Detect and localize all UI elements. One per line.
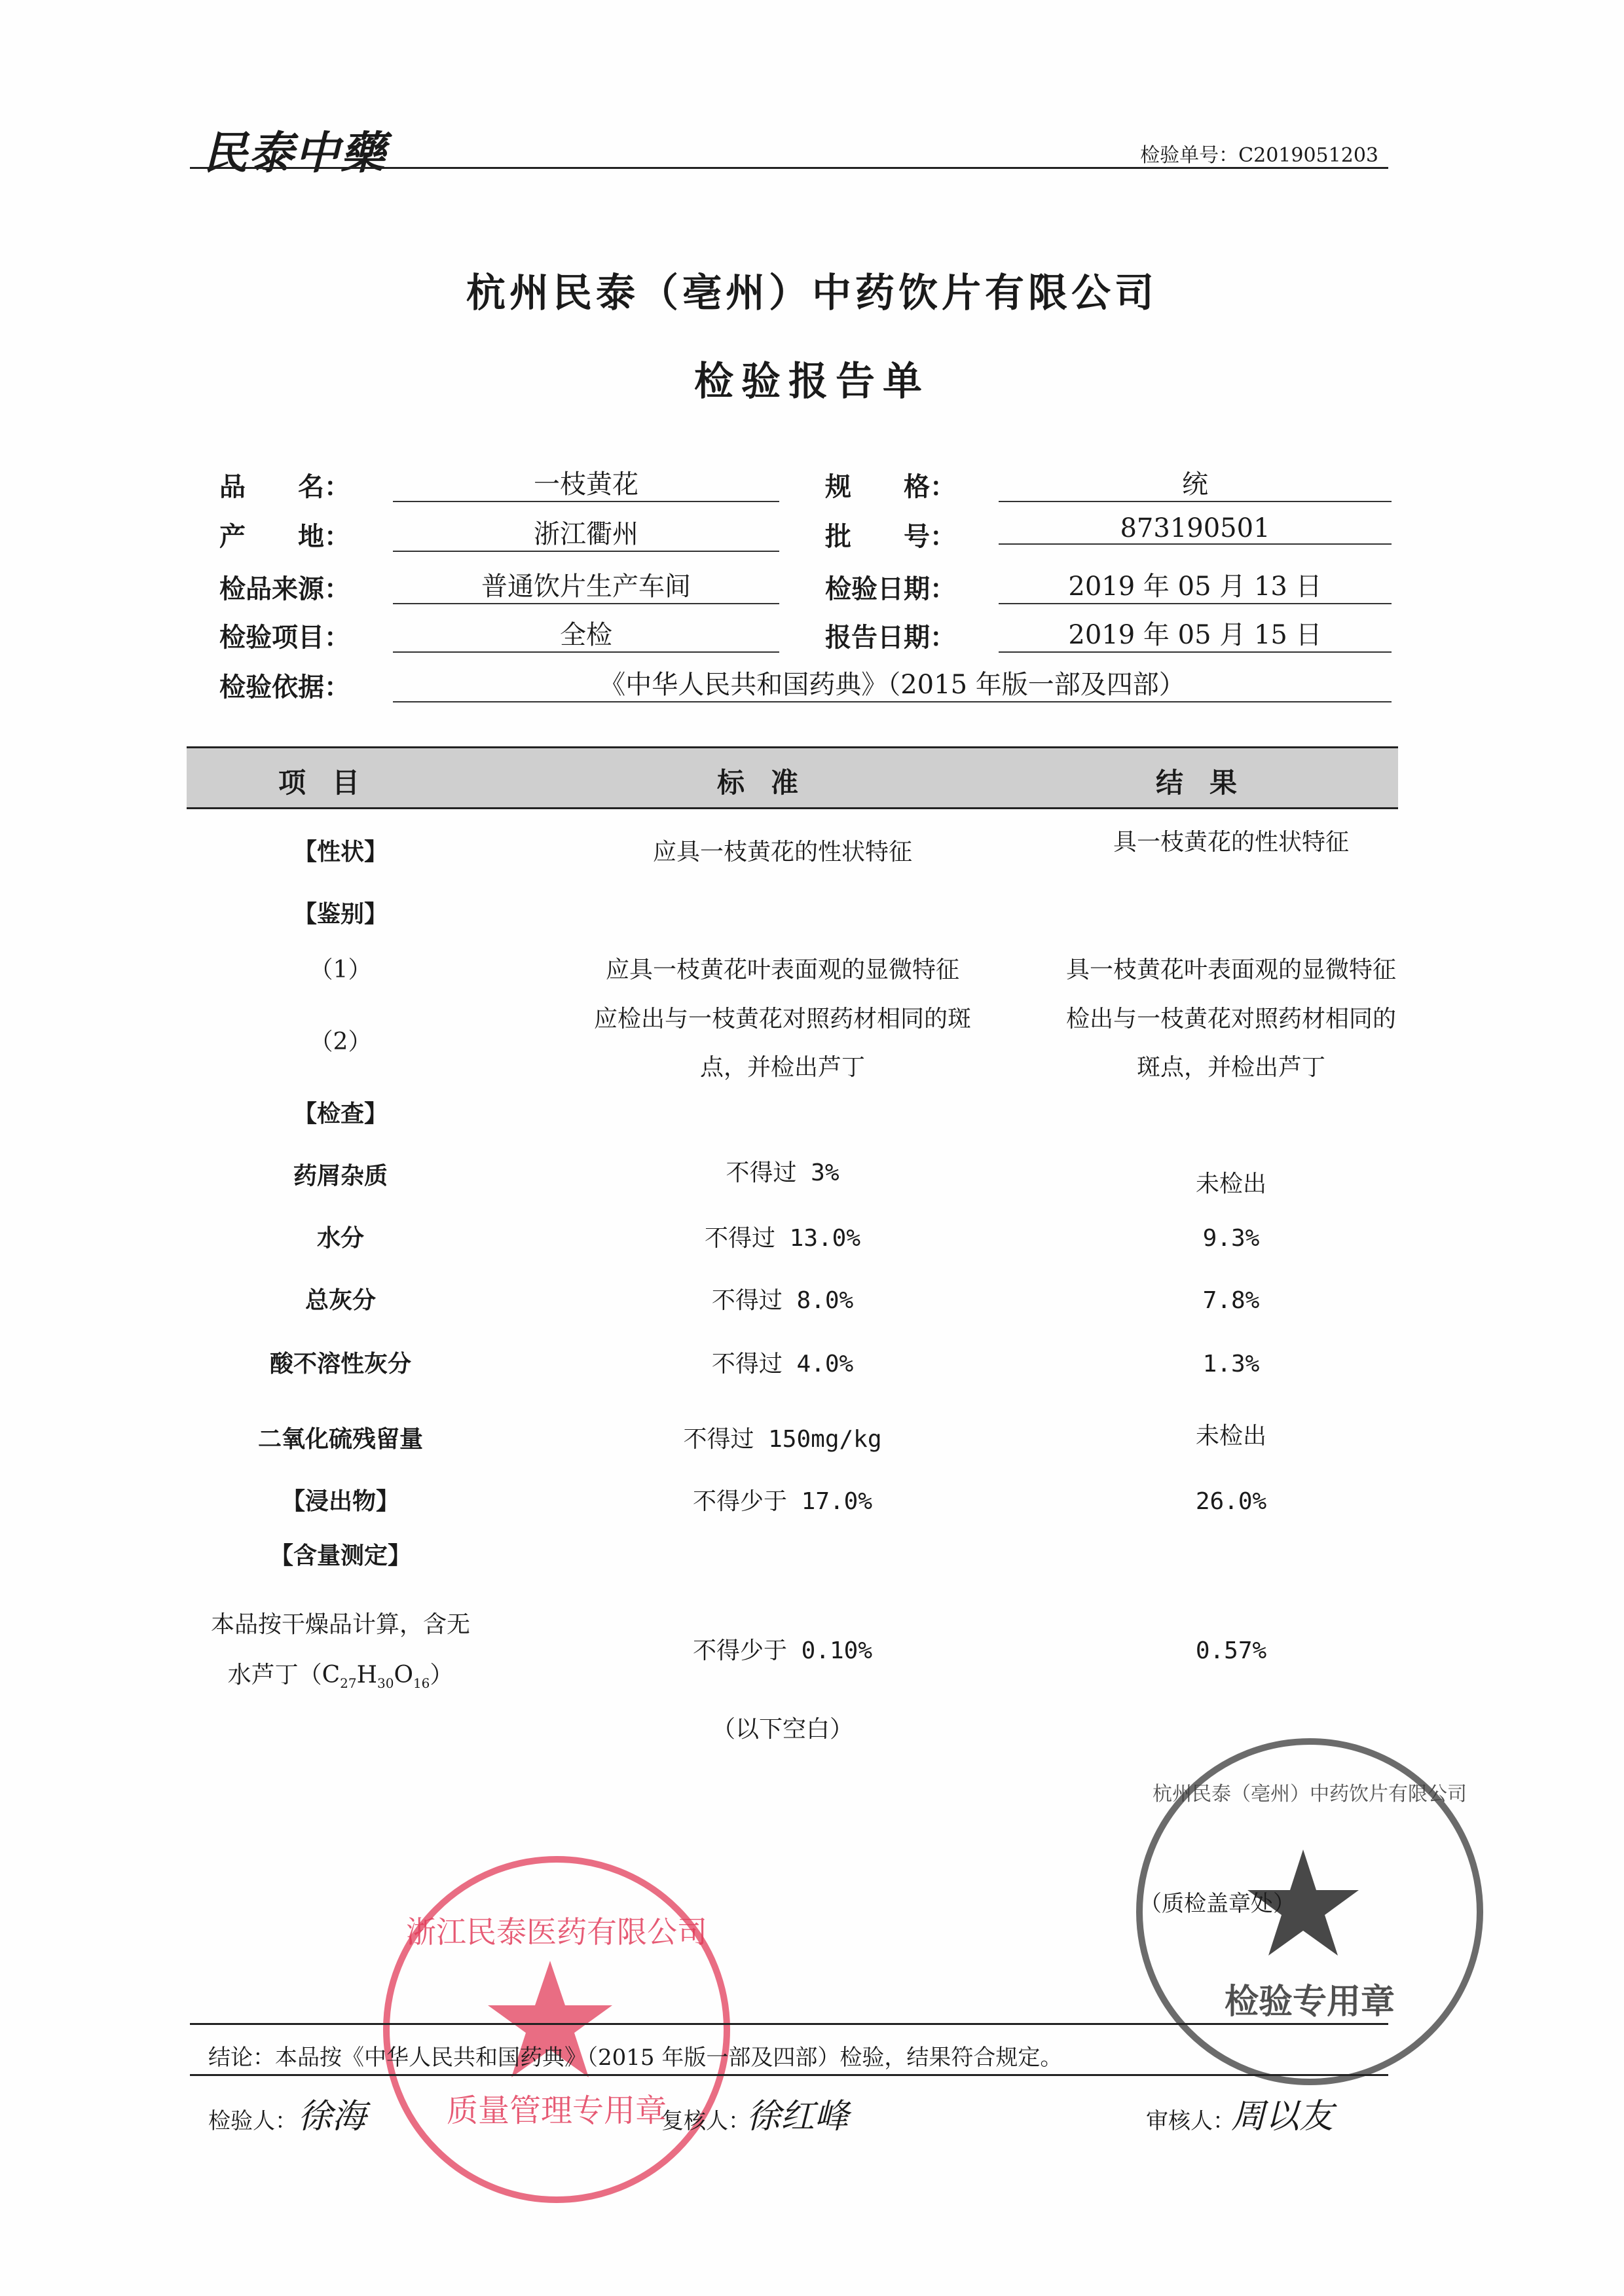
red-seal-text: 浙江民泰医药有限公司 [406, 1914, 707, 1950]
item-label: 检验项目： [219, 623, 350, 653]
row-item: 酸不溶性灰分 [269, 1351, 411, 1377]
row-item-formula: 水芦丁$(C_{27}H_{30}O_{16})$ [227, 1662, 454, 1692]
test-date-value: 2019 年 05 月 13 日 [999, 566, 1392, 604]
row-result: 未检出 [1195, 1423, 1266, 1449]
row-item: 【鉴别】 [293, 901, 388, 928]
row-result: 9.3% [1202, 1225, 1260, 1252]
row-item: 二氧化硫残留量 [257, 1426, 423, 1453]
row-item: 【浸出物】 [281, 1488, 399, 1515]
stamp-note: （质检盖章处） [1139, 1891, 1295, 1917]
header-divider [190, 167, 1388, 169]
row-result: 0.57% [1195, 1637, 1267, 1664]
reviewer-label: 复核人： [661, 2108, 750, 2134]
row-item: 药屑杂质 [293, 1163, 388, 1190]
row-result: 7.8% [1202, 1287, 1260, 1314]
spec-label: 规 格： [825, 472, 956, 502]
header-result: 结果 [1156, 767, 1264, 799]
inspector-label: 检验人： [208, 2108, 297, 2134]
row-standard: 不得过 13.0% [704, 1225, 861, 1252]
company-name: 杭州民泰（亳州）中药饮片有限公司 [466, 270, 1158, 316]
header-item: 项目 [278, 767, 386, 799]
gray-seal-bottom: 检验专用章 [1224, 1982, 1395, 2022]
company-logo: 民泰中藥 [203, 127, 387, 179]
row-standard: 不得少于 0.10% [692, 1637, 873, 1664]
conclusion: 结论：本品按《中华人民共和国药典》（2015 年版一部及四部）检验，结果符合规定。 [208, 2045, 1063, 2071]
origin-value: 浙江衢州 [393, 513, 779, 552]
origin-label: 产 地： [219, 522, 350, 552]
row-item: 【含量测定】 [269, 1542, 411, 1569]
source-value: 普通饮片生产车间 [393, 566, 779, 604]
row-result: 具一枝黄花的性状特征 [1113, 829, 1349, 856]
row-result: 1.3% [1202, 1351, 1260, 1377]
report-date-label: 报告日期： [825, 623, 956, 653]
table-header [187, 746, 1398, 809]
row-standard-cont: 点，并检出芦丁 [699, 1054, 865, 1081]
reviewer-signature: 徐红峰 [747, 2097, 849, 2136]
row-item: 【性状】 [293, 839, 388, 866]
batch-label: 批 号： [825, 522, 956, 552]
row-result: 具一枝黄花叶表面观的显微特征 [1065, 957, 1396, 983]
test-date-label: 检验日期： [825, 574, 956, 604]
row-standard: 不得过 4.0% [711, 1351, 854, 1377]
batch-value: 873190501 [999, 513, 1392, 545]
row-standard: 应具一枝黄花的性状特征 [652, 839, 912, 866]
row-standard: 不得过 8.0% [711, 1287, 854, 1314]
name-label: 品 名： [219, 472, 350, 502]
document-title: 检验报告单 [694, 359, 930, 405]
row-standard: 应具一枝黄花叶表面观的显微特征 [605, 957, 959, 983]
gray-seal-text: 杭州民泰（亳州）中药饮片有限公司 [1153, 1783, 1467, 1806]
row-item: （2） [309, 1029, 372, 1055]
report-number: 检验单号：C2019051203 [1140, 144, 1378, 167]
row-item: 水分 [316, 1225, 364, 1252]
footer-divider [190, 2023, 1388, 2025]
footer-divider [190, 2074, 1388, 2076]
red-company-seal [383, 1856, 730, 2203]
row-item: 【检查】 [293, 1101, 388, 1127]
basis-value: 《中华人民共和国药典》（2015 年版一部及四部） [393, 664, 1392, 702]
approver-signature: 周以友 [1231, 2097, 1334, 2136]
red-seal-bottom: 质量管理专用章 [446, 2092, 667, 2129]
row-item: 总灰分 [304, 1287, 376, 1314]
row-standard: 不得过 150mg/kg [683, 1426, 882, 1453]
inspector-signature: 徐海 [298, 2097, 367, 2136]
header-standard: 标准 [717, 767, 825, 799]
row-item: （1） [309, 957, 372, 983]
source-label: 检品来源： [219, 574, 350, 604]
item-value: 全检 [393, 614, 779, 653]
report-date-value: 2019 年 05 月 15 日 [999, 614, 1392, 653]
basis-label: 检验依据： [219, 672, 350, 702]
row-standard: 应检出与一枝黄花对照药材相同的斑 [593, 1006, 971, 1032]
row-result: 未检出 [1195, 1171, 1266, 1197]
name-value: 一枝黄花 [393, 464, 779, 502]
spec-value: 统 [999, 464, 1392, 502]
row-item: 本品按干燥品计算，含无 [210, 1611, 470, 1638]
row-result: 26.0% [1195, 1488, 1267, 1515]
approver-label: 审核人： [1146, 2108, 1235, 2134]
row-result: 检出与一枝黄花对照药材相同的 [1065, 1006, 1396, 1032]
blank-note: （以下空白） [711, 1716, 853, 1743]
row-result-cont: 斑点，并检出芦丁 [1136, 1054, 1325, 1081]
row-standard: 不得过 3% [726, 1159, 840, 1186]
row-standard: 不得少于 17.0% [692, 1488, 873, 1515]
